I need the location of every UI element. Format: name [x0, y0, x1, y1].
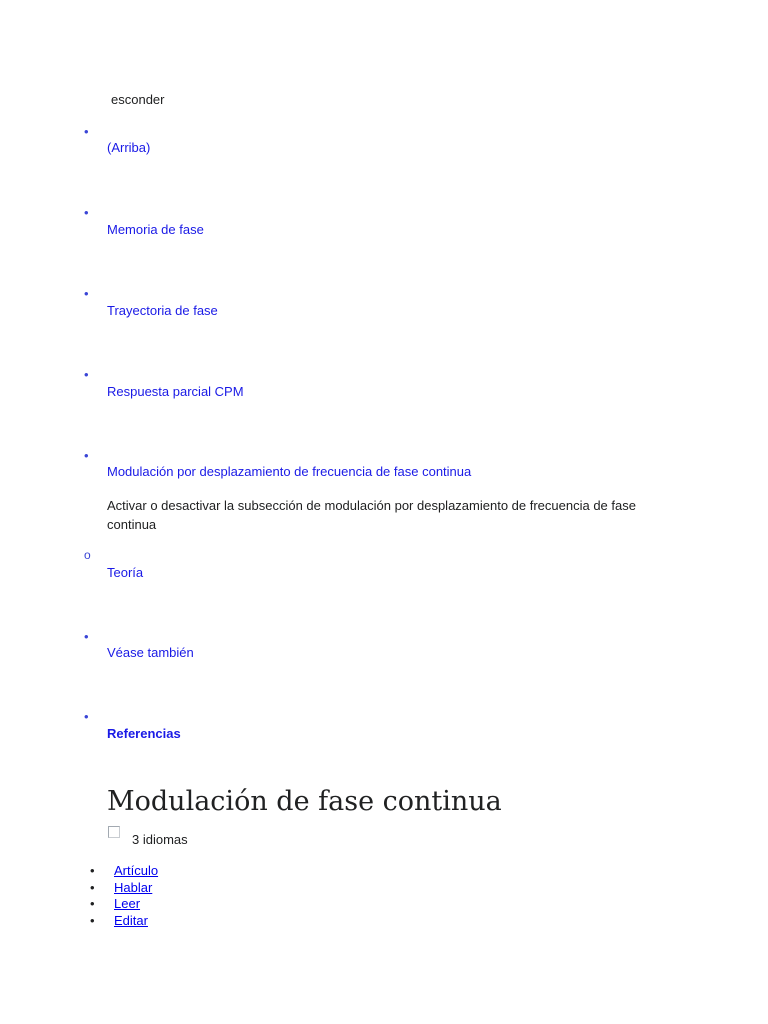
toc-bullet: • — [84, 286, 89, 301]
list-bullet: • — [90, 879, 95, 895]
toc-item-msk-fase-continua[interactable]: Modulación por desplazamiento de frecuencia de fase continua — [107, 464, 472, 479]
toc-item-respuesta-parcial-cpm[interactable]: Respuesta parcial CPM — [107, 384, 244, 399]
language-toggle-checkbox[interactable] — [108, 826, 120, 838]
tab-hablar[interactable]: Hablar — [114, 879, 153, 895]
toc-subsection-toggle[interactable]: Activar o desactivar la subsección de modulación por desplazamiento de frecuencia de fase continua — [107, 498, 636, 532]
toc-bullet: • — [84, 709, 89, 724]
tab-editar[interactable]: Editar — [114, 912, 148, 928]
toc-item-teoria[interactable]: Teoría — [107, 565, 144, 580]
page-action-item — [90, 880, 158, 897]
page-actions-list — [90, 863, 158, 929]
toc-bullet: • — [84, 629, 89, 644]
list-bullet: • — [90, 896, 95, 912]
list-bullet: • — [90, 912, 95, 928]
list-bullet: • — [90, 863, 95, 878]
toc-bullet: • — [84, 124, 89, 139]
page-action-item — [90, 896, 158, 913]
tab-leer[interactable]: Leer — [114, 896, 141, 912]
page-title: Modulación de fase continua — [107, 786, 502, 817]
language-count-label[interactable]: 3 idiomas — [132, 832, 188, 847]
toc-item-trayectoria-de-fase[interactable]: Trayectoria de fase — [107, 303, 218, 318]
page-action-item — [90, 913, 158, 930]
page-action-item — [90, 863, 158, 880]
toc-hide-toggle[interactable]: esconder — [111, 92, 165, 107]
toc-item-referencias[interactable]: Referencias — [107, 726, 181, 741]
toc-bullet: • — [84, 448, 89, 463]
toc-item-vease-tambien[interactable]: Véase también — [107, 645, 194, 660]
toc-bullet-circle: o — [84, 548, 91, 562]
toc-item-memoria-de-fase[interactable]: Memoria de fase — [107, 222, 204, 237]
toc-item-top[interactable]: (Arriba) — [107, 140, 151, 155]
tab-articulo[interactable]: Artículo — [114, 863, 159, 878]
toc-bullet: • — [84, 205, 89, 220]
toc-bullet: • — [84, 367, 89, 382]
